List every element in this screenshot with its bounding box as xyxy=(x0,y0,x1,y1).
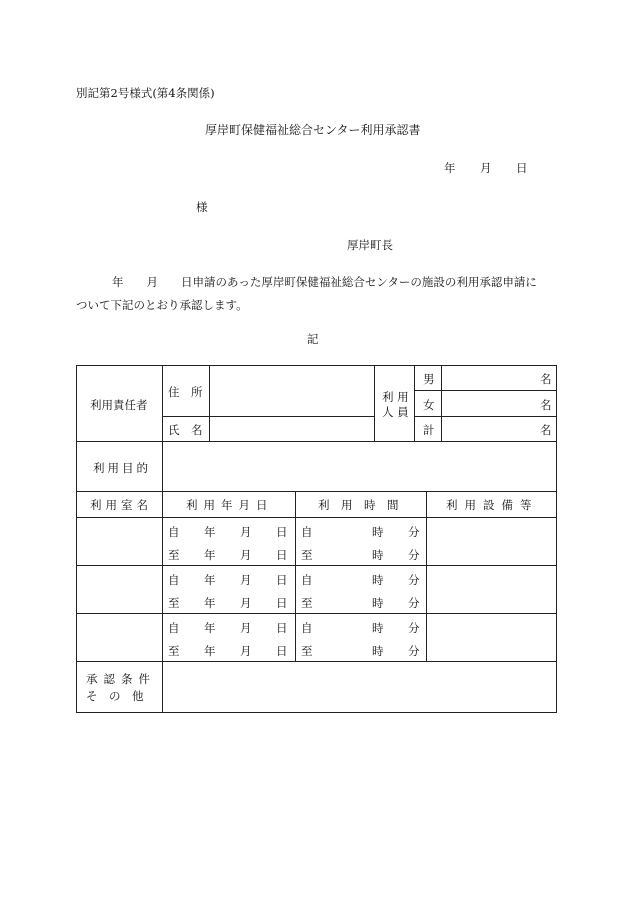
time-header: 利 用 時 間 xyxy=(318,498,399,512)
users-label-2: 人 員 xyxy=(382,405,409,419)
day-unit: 日 xyxy=(276,525,288,539)
from-label: 自 xyxy=(168,573,180,587)
total-label: 計 xyxy=(423,423,435,437)
minute-unit: 分 xyxy=(408,525,420,539)
ki-heading: 記 xyxy=(307,332,319,346)
to-label: 至 xyxy=(301,548,313,562)
month-unit: 月 xyxy=(240,596,252,610)
year-unit: 年 xyxy=(204,621,216,635)
body-line-2: ついて下記のとおり承認します。 xyxy=(76,298,248,312)
body-line-1: 年 月 日申請のあった厚岸町保健福祉総合センターの施設の利用承認申請に xyxy=(112,275,537,289)
male-label: 男 xyxy=(423,372,435,386)
day-unit: 日 xyxy=(276,621,288,635)
purpose-label: 利用目的 xyxy=(93,461,151,475)
document-title: 厚岸町保健福祉総合センター利用承認書 xyxy=(205,123,421,137)
from-label: 自 xyxy=(168,525,180,539)
minute-unit: 分 xyxy=(408,621,420,635)
users-label-1: 利 用 xyxy=(382,390,409,404)
female-unit: 名 xyxy=(540,398,552,412)
hour-unit: 時 xyxy=(372,621,384,635)
day-unit: 日 xyxy=(276,596,288,610)
hour-unit: 時 xyxy=(372,573,384,587)
addressee: 様 xyxy=(196,200,208,214)
to-label: 至 xyxy=(301,644,313,658)
hour-unit: 時 xyxy=(372,548,384,562)
month-unit: 月 xyxy=(240,525,252,539)
from-label: 自 xyxy=(168,621,180,635)
room-header: 利用室名 xyxy=(90,498,152,512)
to-label: 至 xyxy=(168,644,180,658)
minute-unit: 分 xyxy=(408,596,420,610)
day-unit: 日 xyxy=(276,644,288,658)
from-label: 自 xyxy=(301,525,313,539)
day-unit: 日 xyxy=(276,548,288,562)
year-unit: 年 xyxy=(204,644,216,658)
date-day: 日 xyxy=(516,161,528,175)
minute-unit: 分 xyxy=(408,573,420,587)
hour-unit: 時 xyxy=(372,644,384,658)
month-unit: 月 xyxy=(240,548,252,562)
total-unit: 名 xyxy=(540,423,552,437)
to-label: 至 xyxy=(168,596,180,610)
month-unit: 月 xyxy=(240,644,252,658)
responsible-label: 利用責任者 xyxy=(90,398,148,412)
form-number: 別記第2号様式(第4条関係) xyxy=(76,86,215,100)
date-header: 利用年月日 xyxy=(186,498,274,512)
year-unit: 年 xyxy=(204,596,216,610)
address-label: 住 所 xyxy=(168,385,203,399)
date-month: 月 xyxy=(480,161,492,175)
hour-unit: 時 xyxy=(372,525,384,539)
day-unit: 日 xyxy=(276,573,288,587)
minute-unit: 分 xyxy=(408,548,420,562)
to-label: 至 xyxy=(168,548,180,562)
date-year: 年 xyxy=(444,161,456,175)
conditions-label-1: 承認条件 xyxy=(86,672,156,686)
issuer: 厚岸町長 xyxy=(347,238,393,252)
from-label: 自 xyxy=(301,573,313,587)
conditions-label-2: そ の 他 xyxy=(86,689,144,703)
from-label: 自 xyxy=(301,621,313,635)
year-unit: 年 xyxy=(204,548,216,562)
equipment-header: 利用設備等 xyxy=(446,498,539,512)
female-label: 女 xyxy=(423,398,435,412)
name-label: 氏 名 xyxy=(168,423,203,437)
year-unit: 年 xyxy=(204,573,216,587)
minute-unit: 分 xyxy=(408,644,420,658)
month-unit: 月 xyxy=(240,573,252,587)
to-label: 至 xyxy=(301,596,313,610)
month-unit: 月 xyxy=(240,621,252,635)
male-unit: 名 xyxy=(540,372,552,386)
hour-unit: 時 xyxy=(372,596,384,610)
year-unit: 年 xyxy=(204,525,216,539)
